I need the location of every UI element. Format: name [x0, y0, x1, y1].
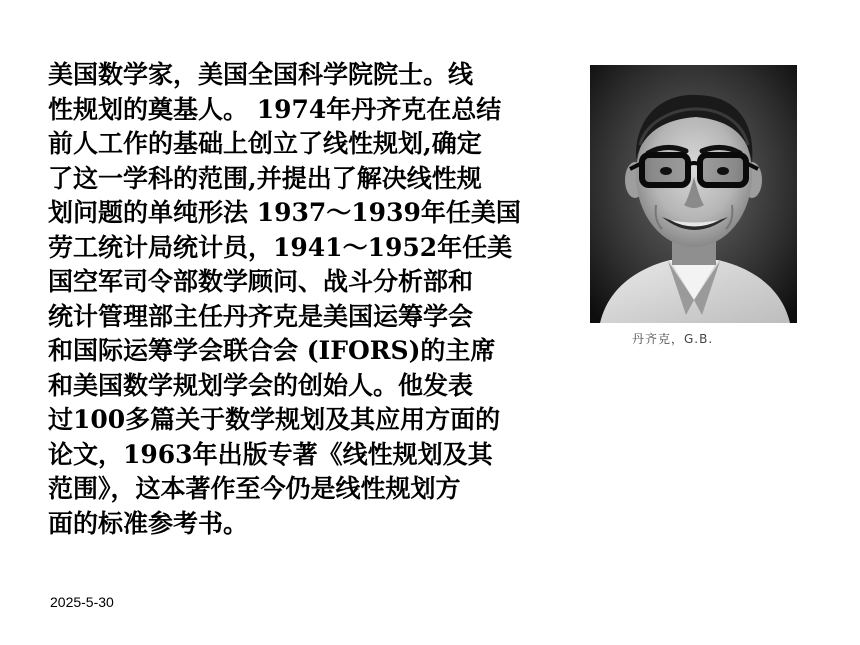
bio-line: 面的标准参考书。	[48, 508, 249, 538]
bio-line: 划问题的单纯形法 1937～1939年任美国	[48, 198, 521, 227]
bio-line: 国空军司令部数学顾问、战斗分析部和	[48, 267, 474, 296]
portrait-illustration	[590, 65, 797, 323]
bio-line: 过100多篇关于数学规划及其应用方面的	[48, 405, 501, 434]
bio-line: 和国际运筹学会联合会 (IFORS)的主席	[48, 336, 496, 365]
bio-line: 了这一学科的范围,并提出了解决线性规	[48, 163, 482, 193]
portrait-photo	[590, 65, 797, 323]
bio-line: 范围》，这本著作至今仍是线性规划方	[48, 474, 461, 503]
bio-line: 论文，1963年出版专著《线性规划及其	[48, 439, 493, 469]
slide-date: 2025-5-30	[50, 594, 114, 610]
bio-line: 和美国数学规划学会的创始人。他发表	[48, 370, 474, 400]
bio-line: 统计管理部主任丹齐克是美国运筹学会	[48, 301, 474, 331]
biography-text	[48, 58, 550, 541]
bio-line: 美国数学家，美国全国科学院院士。线	[48, 60, 474, 89]
bio-line: 劳工统计局统计员，1941～1952年任美	[48, 232, 513, 262]
bio-line: 前人工作的基础上创立了线性规划,确定	[48, 129, 482, 158]
portrait-caption: 丹齐克，G.B.	[632, 332, 714, 346]
bio-line: 性规划的奠基人。 1974年丹齐克在总结	[48, 94, 502, 124]
